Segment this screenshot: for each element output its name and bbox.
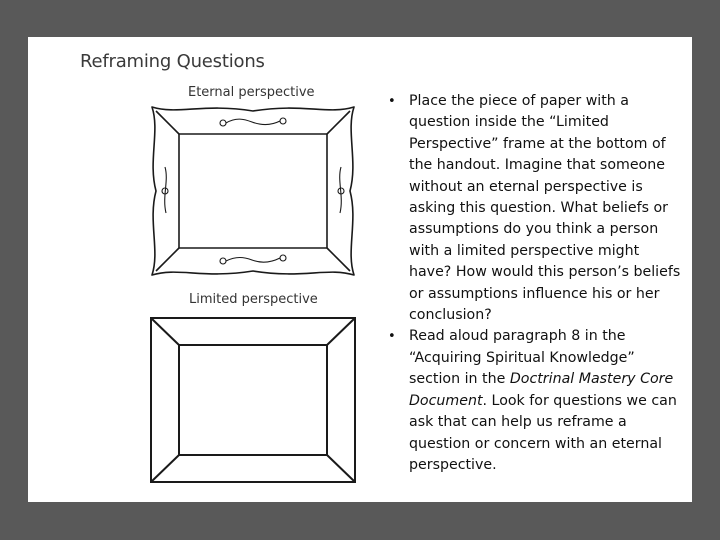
eternal-perspective-label: Eternal perspective <box>188 85 315 100</box>
document-title: Doctrinal Mastery Core Document <box>409 371 674 409</box>
limited-perspective-label: Limited perspective <box>189 292 318 307</box>
bullet-text-before: Read aloud paragraph 8 in the “Acquiring Spiritual Knowledge” section in the <box>409 328 635 388</box>
ornate-frame-icon <box>148 101 358 281</box>
bullet-icon: • <box>388 329 396 345</box>
bullet-text-after: . Look for questions we can ask that can help us reframe a question or concern with an eternal perspective. <box>409 392 677 473</box>
list-item <box>384 326 684 476</box>
slide <box>28 37 692 502</box>
list-item <box>384 91 684 326</box>
bullet-text: Place the piece of paper with a question inside the “Limited Perspective” frame at the bottom of the handout. Imagine that someone without an eternal perspective is asking this question. What beliefs or assumptions do you think a person with a limited perspective might have? How would this person’s beliefs or assumptions influence his or her conclusion? <box>409 93 681 324</box>
slide-title: Reframing Questions <box>80 51 265 72</box>
instruction-list <box>384 91 684 476</box>
bullet-icon: • <box>388 94 396 109</box>
bullet-text <box>409 328 677 472</box>
plain-frame-icon <box>148 315 358 485</box>
